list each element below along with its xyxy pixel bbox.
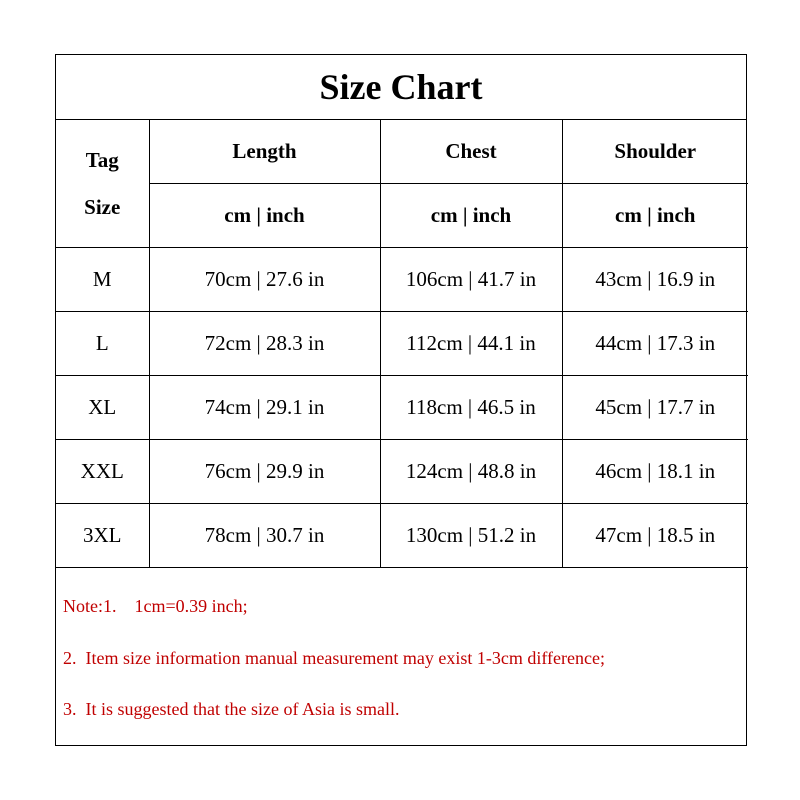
tag-label: Tag	[85, 147, 119, 172]
note-1: Note:1. 1cm=0.39 inch;	[63, 596, 248, 616]
size-table	[56, 120, 748, 568]
shoulder-cell: 47cm | 18.5 in	[562, 504, 748, 568]
unit-row	[56, 184, 748, 248]
chest-unit: cm | inch	[380, 184, 562, 248]
chest-cell: 130cm | 51.2 in	[380, 504, 562, 568]
shoulder-cell: 45cm | 17.7 in	[562, 376, 748, 440]
table-row	[56, 248, 748, 312]
size-chart	[55, 54, 747, 746]
table-row	[56, 376, 748, 440]
shoulder-cell: 44cm | 17.3 in	[562, 312, 748, 376]
size-label: Size	[84, 194, 121, 219]
chest-cell: 118cm | 46.5 in	[380, 376, 562, 440]
size-cell: XL	[56, 376, 149, 440]
length-header: Length	[149, 120, 380, 184]
table-row	[56, 312, 748, 376]
tag-size-header	[56, 120, 149, 248]
header-row	[56, 120, 748, 184]
size-cell: M	[56, 248, 149, 312]
chest-cell: 112cm | 44.1 in	[380, 312, 562, 376]
shoulder-header: Shoulder	[562, 120, 748, 184]
note-3: 3. It is suggested that the size of Asia is small.	[63, 699, 400, 719]
size-cell: 3XL	[56, 504, 149, 568]
chest-header: Chest	[380, 120, 562, 184]
length-cell: 72cm | 28.3 in	[149, 312, 380, 376]
shoulder-unit: cm | inch	[562, 184, 748, 248]
size-cell: XXL	[56, 440, 149, 504]
length-cell: 78cm | 30.7 in	[149, 504, 380, 568]
table-row	[56, 440, 748, 504]
shoulder-cell: 43cm | 16.9 in	[562, 248, 748, 312]
shoulder-cell: 46cm | 18.1 in	[562, 440, 748, 504]
chest-cell: 124cm | 48.8 in	[380, 440, 562, 504]
chart-title: Size Chart	[56, 55, 746, 120]
length-cell: 74cm | 29.1 in	[149, 376, 380, 440]
table-row	[56, 504, 748, 568]
chest-cell: 106cm | 41.7 in	[380, 248, 562, 312]
length-cell: 76cm | 29.9 in	[149, 440, 380, 504]
length-unit: cm | inch	[149, 184, 380, 248]
note-2: 2. Item size information manual measurement may exist 1-3cm difference;	[63, 648, 605, 668]
length-cell: 70cm | 27.6 in	[149, 248, 380, 312]
size-cell: L	[56, 312, 149, 376]
